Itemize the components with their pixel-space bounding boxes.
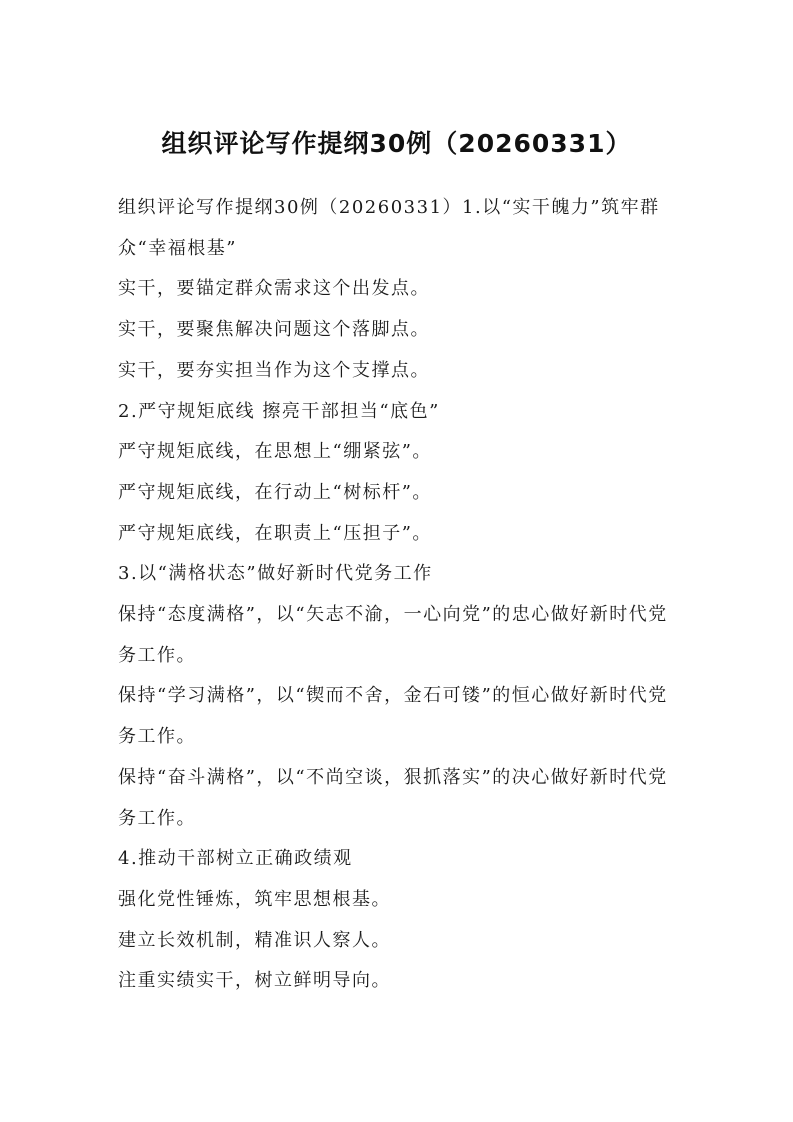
paragraph: 保持“奋斗满格”，以“不尚空谈，狠抓落实”的决心做好新时代党务工作。 (118, 766, 668, 829)
paragraph: 保持“学习满格”，以“锲而不舍，金石可镂”的恒心做好新时代党务工作。 (118, 685, 668, 748)
paragraph: 注重实绩实干，树立鲜明导向。 (118, 970, 391, 992)
section-heading-2: 2.严守规矩底线 擦亮干部担当“底色” (118, 400, 440, 422)
paragraph: 严守规矩底线，在职责上“压担子”。 (118, 522, 432, 544)
paragraph: 强化党性锤炼，筑牢思想根基。 (118, 888, 391, 910)
paragraph-intro: 组织评论写作提纲30例（20260331）1.以“实干魄力”筑牢群众“幸福根基” (118, 197, 660, 259)
paragraph: 严守规矩底线，在思想上“绷紧弦”。 (118, 441, 432, 463)
paragraph: 严守规矩底线，在行动上“树标杆”。 (118, 481, 432, 503)
paragraph: 实干，要锚定群众需求这个出发点。 (118, 278, 430, 300)
document-body (118, 188, 683, 1002)
paragraph: 建立长效机制，精准识人察人。 (118, 929, 391, 951)
paragraph: 实干，要聚焦解决问题这个落脚点。 (118, 319, 430, 341)
section-heading-4: 4.推动干部树立正确政绩观 (118, 848, 353, 870)
paragraph: 实干，要夯实担当作为这个支撑点。 (118, 359, 430, 381)
document-title: 组织评论写作提纲30例（20260331） (161, 129, 632, 158)
paragraph: 保持“态度满格”，以“矢志不渝，一心向党”的忠心做好新时代党务工作。 (118, 604, 668, 666)
section-heading-3: 3.以“满格状态”做好新时代党务工作 (118, 563, 433, 585)
